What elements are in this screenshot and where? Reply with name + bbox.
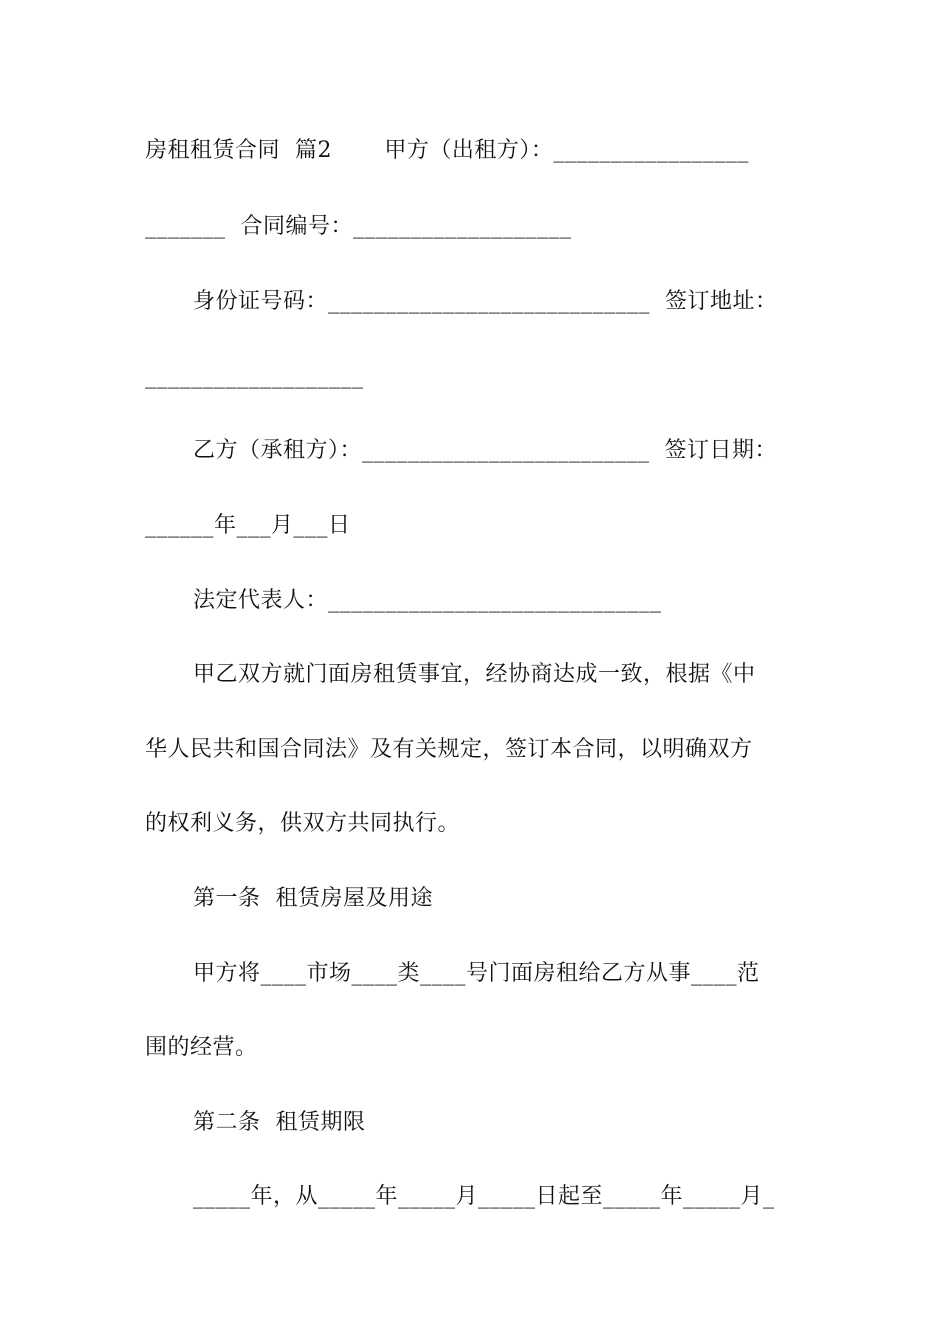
lessee-line: 乙方（承租方）：_________________________ 签订日期： — [193, 438, 777, 463]
preamble-line-3: 的权利义务，供双方共同执行。 — [145, 811, 461, 836]
article-1-heading: 第一条 租赁房屋及用途 — [193, 886, 433, 911]
signing-date-line: ______年___月___日 — [145, 513, 351, 538]
legal-representative-line: 法定代表人：_____________________________ — [193, 588, 662, 613]
contract-title-line: 房租租赁合同 篇2 甲方（出租方）：_________________ — [145, 138, 749, 163]
article-2-heading: 第二条 租赁期限 — [193, 1110, 366, 1135]
signing-address-blank: ___________________ — [145, 364, 364, 389]
article-1-text-line-1: 甲方将____市场____类____号门面房租给乙方从事____范 — [193, 961, 760, 986]
preamble-line-2: 华人民共和国合同法》及有关规定，签订本合同，以明确双方 — [145, 737, 753, 762]
contract-number-line: _______ 合同编号：___________________ — [145, 214, 572, 239]
id-number-line: 身份证号码：____________________________ 签订地址： — [193, 289, 778, 314]
preamble-line-1: 甲乙双方就门面房租赁事宜，经协商达成一致，根据《中 — [193, 662, 756, 687]
article-2-text-line-1: _____年，从_____年_____月_____日起至_____年_____月_ — [193, 1184, 775, 1209]
article-1-text-line-2: 围的经营。 — [145, 1035, 258, 1060]
